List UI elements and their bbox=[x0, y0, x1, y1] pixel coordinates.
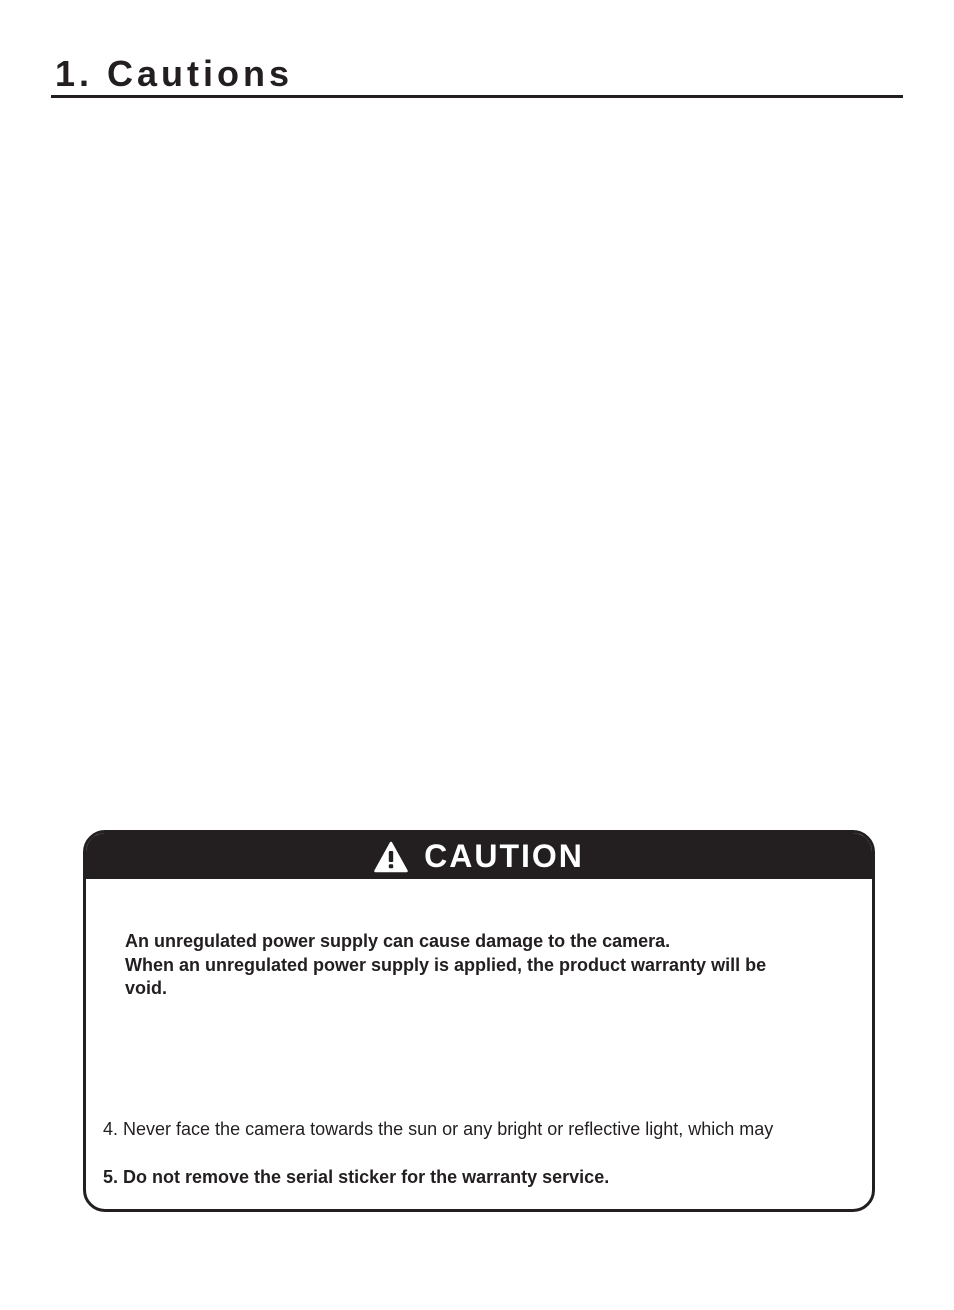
warning-triangle-icon bbox=[374, 841, 408, 873]
power-supply-warning-line: An unregulated power supply can cause damage to the camera. bbox=[125, 931, 671, 951]
page-title: 1. Cautions bbox=[55, 53, 294, 94]
caution-label: CAUTION bbox=[424, 837, 584, 874]
power-supply-warning-line: When an unregulated power supply is applied, the product warranty will be bbox=[125, 954, 767, 975]
caution-item-5: 5. Do not remove the serial sticker for the warranty service. bbox=[103, 1167, 610, 1187]
power-supply-warning bbox=[125, 930, 845, 1001]
title-divider bbox=[51, 95, 903, 98]
power-supply-warning-line: void. bbox=[125, 978, 168, 998]
caution-box bbox=[83, 830, 875, 1212]
caution-item-4: 4. Never face the camera towards the sun or any bright or reflective light, which may bbox=[103, 1119, 774, 1139]
caution-header bbox=[86, 833, 872, 879]
